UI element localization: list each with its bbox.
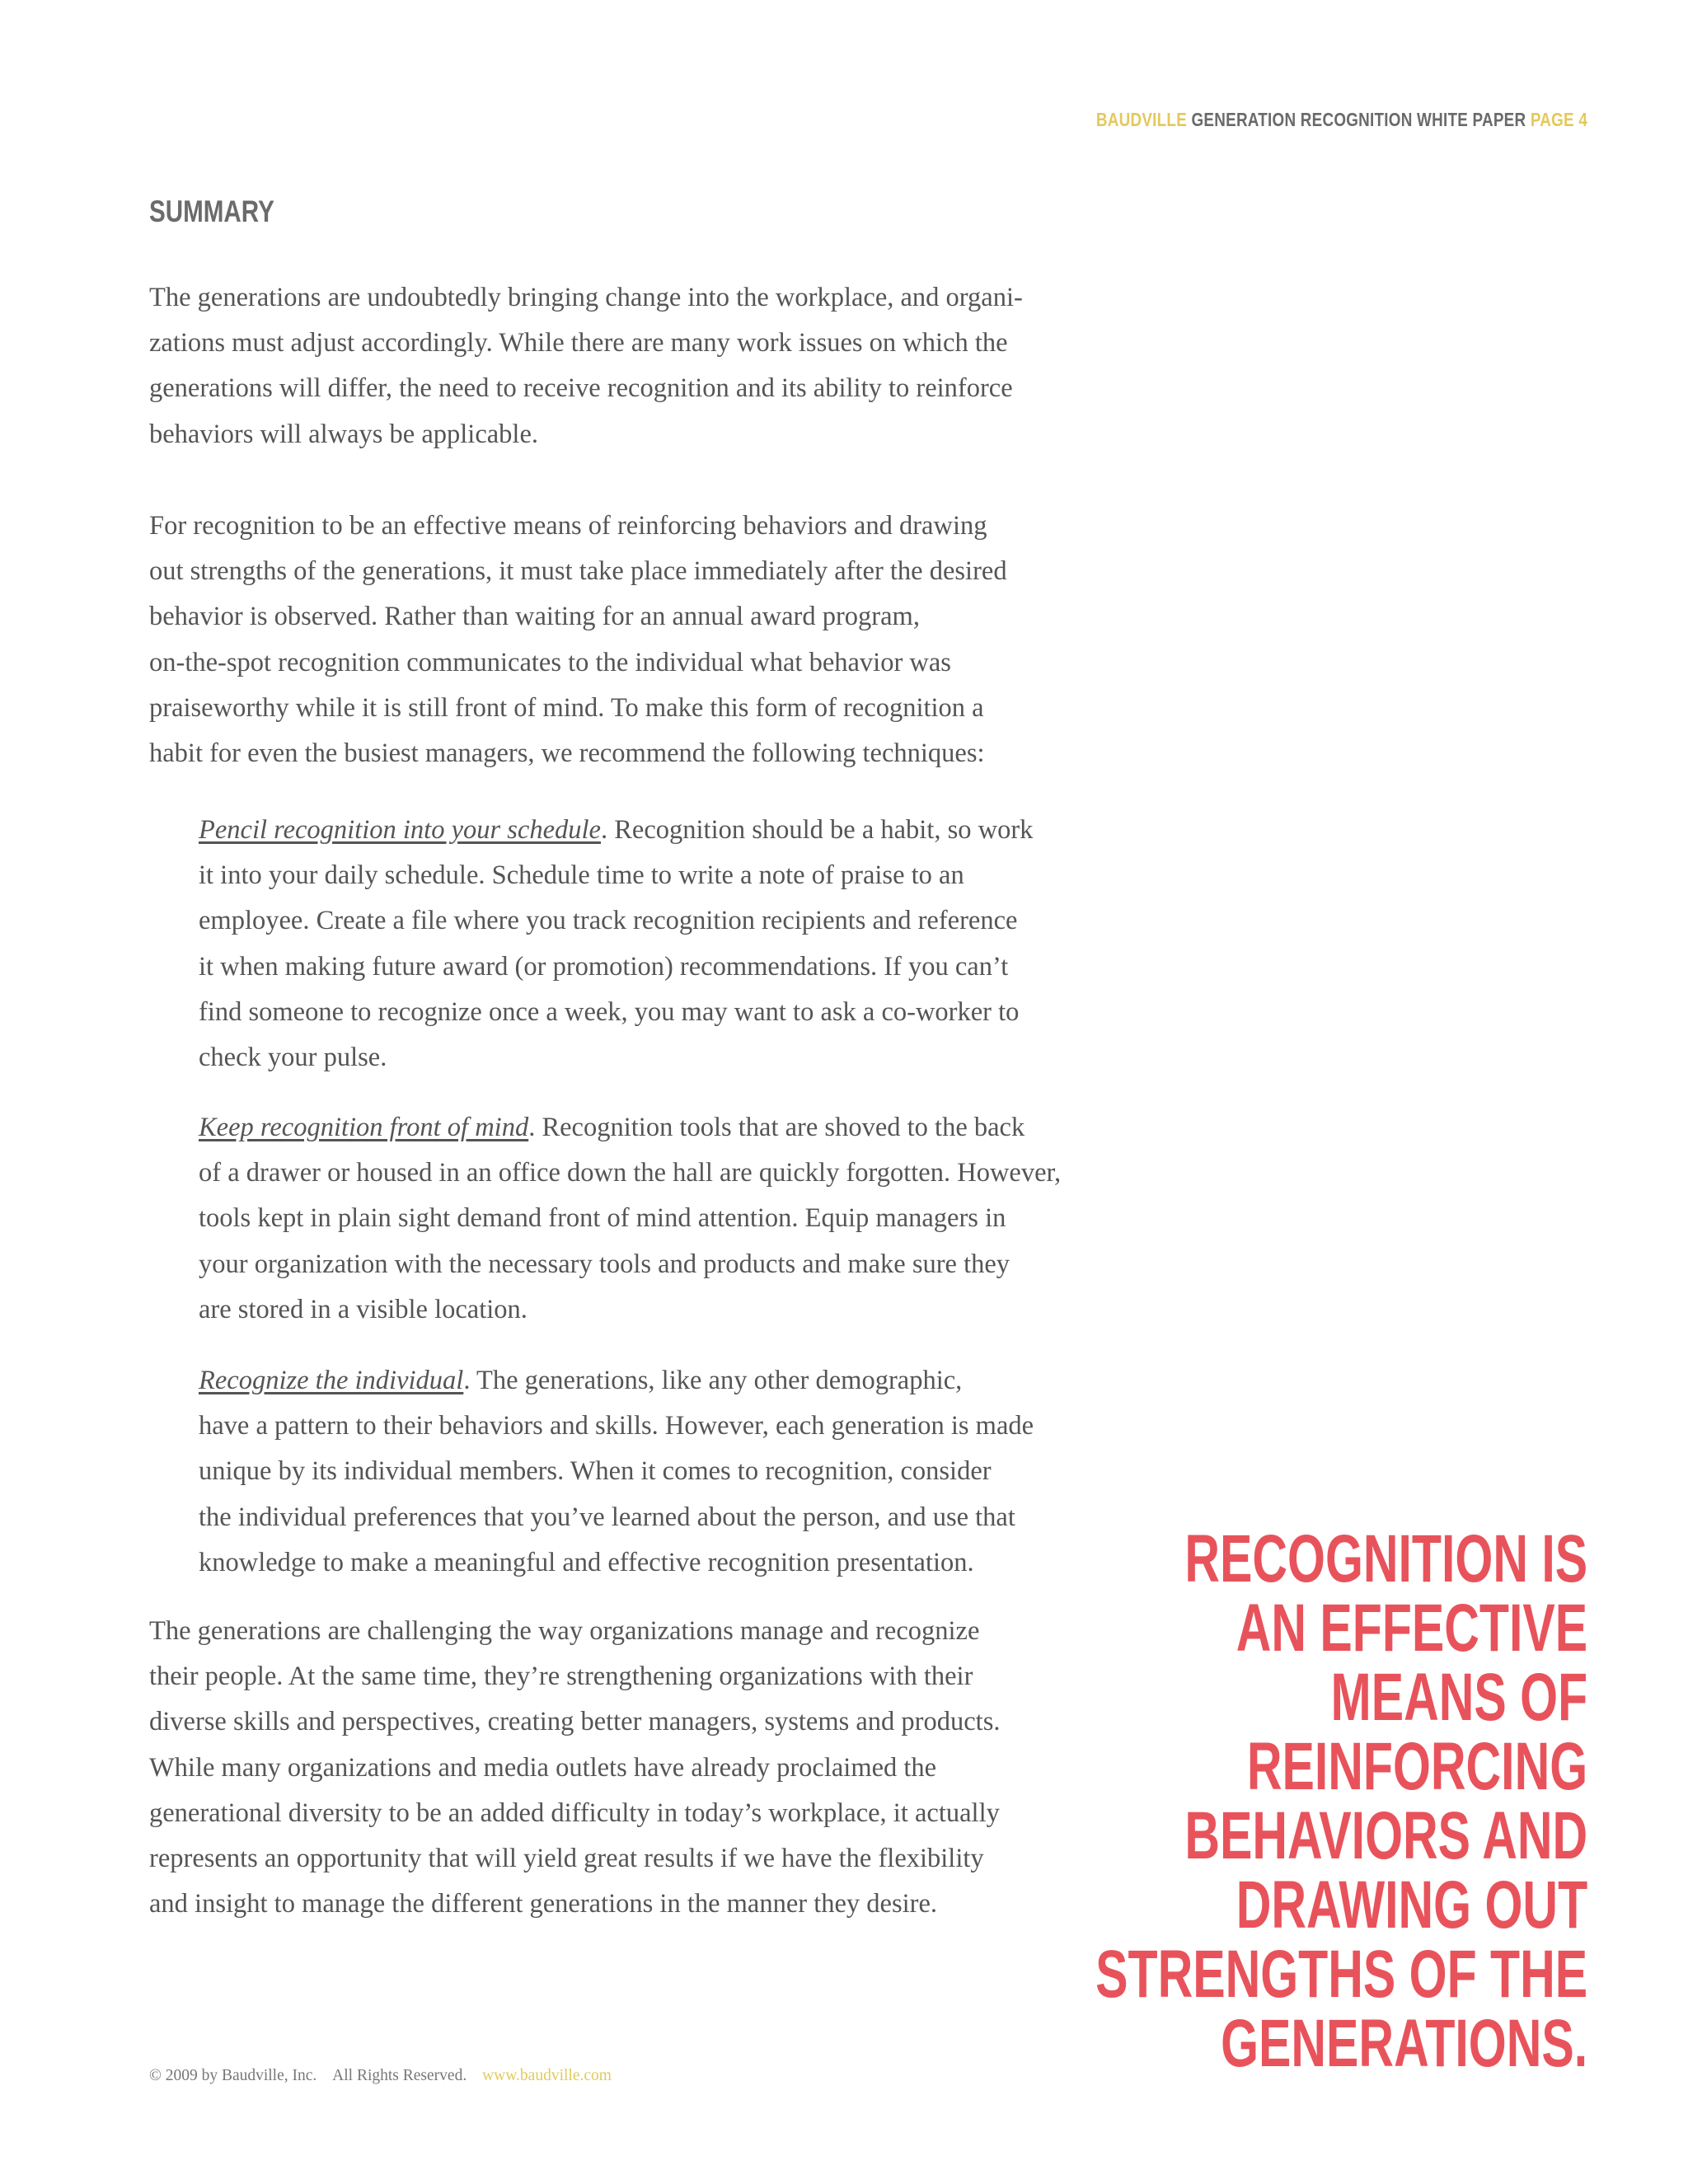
technique-line: it when making future award (or promotion) recommendations. If you can’t — [199, 951, 1009, 982]
pull-quote — [1095, 1521, 1587, 2081]
technique-lead: Keep recognition front of mind — [199, 1113, 529, 1142]
technique-1 — [199, 808, 1171, 1080]
paragraph-line: generations will differ, the need to receive recognition and its ability to reinforce — [149, 373, 1013, 404]
pull-quote-line: DRAWING OUT — [1236, 1868, 1587, 1943]
website-link[interactable]: www.baudville.com — [482, 2067, 612, 2084]
technique-line: your organization with the necessary tools and products and make sure they — [199, 1249, 1010, 1279]
technique-lead: Recognize the individual — [199, 1366, 464, 1395]
technique-first-line — [199, 1358, 1171, 1404]
technique-first-line — [199, 1105, 1171, 1151]
paragraph-line: habit for even the busiest managers, we recommend the following techniques: — [149, 738, 985, 769]
paragraph-line: The generations are undoubtedly bringing change into the workplace, and organi- — [149, 283, 1023, 312]
technique-text: . Recognition should be a habit, so work — [600, 815, 1034, 845]
technique-line: it into your daily schedule. Schedule time to write a note of praise to an — [199, 860, 964, 891]
pull-quote-line: STRENGTHS OF THE — [1095, 1937, 1587, 2012]
technique-line: find someone to recognize once a week, you may want to ask a co-worker to — [199, 996, 1020, 1027]
technique-line: the individual preferences that you’ve learned about the person, and use that — [199, 1502, 1015, 1532]
paragraph-2 — [149, 504, 1122, 776]
pull-quote-line: REINFORCING — [1246, 1729, 1587, 1804]
rights-text: All Rights Reserved. — [332, 2067, 467, 2084]
technique-line: are stored in a visible location. — [199, 1294, 528, 1324]
paragraph-line: diverse skills and perspectives, creating better managers, systems and products. — [149, 1707, 1001, 1737]
header-page-number: PAGE 4 — [1530, 109, 1587, 130]
header-brand: BAUDVILLE — [1095, 109, 1187, 130]
pull-quote-line: GENERATIONS. — [1220, 2006, 1587, 2081]
paragraph-line: zations must adjust accordingly. While there are many work issues on which the — [149, 328, 1008, 359]
page-footer — [149, 2067, 612, 2085]
technique-first-line — [199, 808, 1171, 853]
pull-quote-line: MEANS OF — [1330, 1660, 1587, 1735]
paragraph-line: For recognition to be an effective means of reinforcing behaviors and drawing — [149, 511, 987, 541]
technique-line: check your pulse. — [199, 1043, 387, 1073]
header-title: GENERATION RECOGNITION WHITE PAPER — [1191, 109, 1526, 130]
technique-line: of a drawer or housed in an office down the hall are quickly forgotten. However, — [199, 1158, 1062, 1188]
technique-line: tools kept in plain sight demand front of mind attention. Equip managers in — [199, 1203, 1006, 1234]
technique-text: . The generations, like any other demographic, — [463, 1366, 963, 1395]
technique-lead: Pencil recognition into your schedule — [199, 815, 601, 845]
technique-3 — [199, 1358, 1171, 1586]
paragraph-line: behaviors will always be applicable. — [149, 419, 538, 449]
technique-text: . Recognition tools that are shoved to the back — [528, 1113, 1025, 1142]
paragraph-line: generational diversity to be an added difficulty in today’s workplace, it actually — [149, 1797, 1000, 1828]
section-heading: SUMMARY — [149, 194, 274, 228]
technique-line: employee. Create a file where you track recognition recipients and reference — [199, 906, 1018, 936]
paragraph-line: and insight to manage the different generations in the manner they desire. — [149, 1889, 938, 1919]
technique-line: knowledge to make a meaningful and effective recognition presentation. — [199, 1547, 974, 1577]
technique-2 — [199, 1105, 1171, 1333]
paragraph-line: While many organizations and media outlets have already proclaimed the — [149, 1752, 937, 1783]
paragraph-line: on-the-spot recognition communicates to the individual what behavior was — [149, 647, 951, 677]
pull-quote-line: RECOGNITION IS — [1184, 1521, 1587, 1596]
paragraph-1 — [149, 275, 1122, 457]
technique-line: unique by its individual members. When it comes to recognition, consider — [199, 1456, 992, 1487]
paragraph-line: represents an opportunity that will yield great results if we have the flexibility — [149, 1844, 984, 1874]
paragraph-3 — [149, 1609, 1122, 1927]
paragraph-line: their people. At the same time, they’re strengthening organizations with their — [149, 1661, 973, 1692]
paragraph-line: The generations are challenging the way organizations manage and recognize — [149, 1616, 980, 1646]
page-header — [1096, 109, 1587, 131]
paragraph-line: praiseworthy while it is still front of mind. To make this form of recognition a — [149, 692, 984, 723]
pull-quote-line: AN EFFECTIVE — [1236, 1591, 1587, 1666]
pull-quote-line: BEHAVIORS AND — [1184, 1798, 1587, 1873]
paragraph-line: behavior is observed. Rather than waiting for an annual award program, — [149, 602, 920, 632]
paragraph-line: out strengths of the generations, it must take place immediately after the desired — [149, 556, 1007, 587]
copyright-text: © 2009 by Baudville, Inc. — [149, 2067, 317, 2084]
technique-line: have a pattern to their behaviors and skills. However, each generation is made — [199, 1411, 1034, 1441]
